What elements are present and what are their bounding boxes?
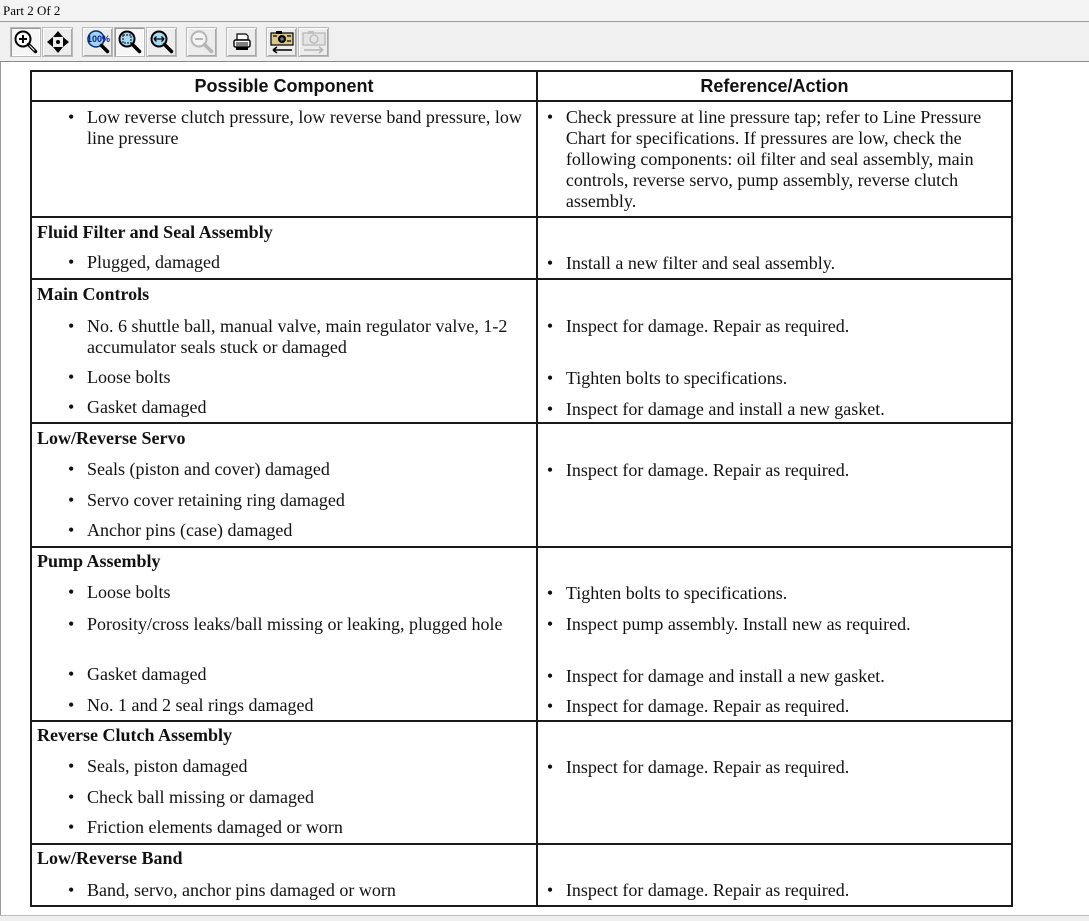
camera-back-icon bbox=[268, 29, 296, 55]
table-row bbox=[31, 844, 1012, 906]
component-cell bbox=[32, 845, 536, 905]
pan-arrows-icon bbox=[46, 30, 70, 54]
component-item: • Low reverse clutch pressure, low reverse band pressure, low line pressure bbox=[68, 107, 522, 148]
action-cell bbox=[538, 218, 1011, 278]
pan-button[interactable] bbox=[42, 27, 73, 57]
component-cell bbox=[32, 548, 536, 720]
action-cell bbox=[538, 424, 1011, 546]
action-item: • Inspect for damage and install a new gasket. bbox=[546, 399, 885, 419]
component-heading: Low/Reverse Band bbox=[37, 848, 183, 868]
component-cell bbox=[32, 280, 536, 422]
component-item: • Friction elements damaged or worn bbox=[68, 817, 343, 837]
component-item: • Servo cover retaining ring damaged bbox=[68, 490, 345, 510]
component-cell bbox=[32, 218, 536, 278]
component-item: • Check ball missing or damaged bbox=[68, 787, 314, 807]
bullet: • bbox=[546, 107, 554, 127]
horizontal-scrollbar[interactable] bbox=[0, 915, 1089, 921]
viewer-toolbar bbox=[0, 22, 1089, 62]
action-item: • Inspect for damage. Repair as required. bbox=[546, 316, 850, 336]
bullet: • bbox=[68, 107, 75, 127]
svg-text:100%: 100% bbox=[86, 34, 110, 44]
component-cell bbox=[32, 424, 536, 546]
component-cell bbox=[32, 102, 536, 216]
component-heading: Reverse Clutch Assembly bbox=[37, 725, 232, 745]
component-item: • Seals (piston and cover) damaged bbox=[68, 459, 330, 479]
previous-image-button[interactable] bbox=[266, 27, 297, 57]
action-item: • Inspect for damage. Repair as required. bbox=[546, 696, 850, 716]
action-item: • Tighten bolts to specifications. bbox=[546, 368, 788, 388]
action-cell bbox=[538, 102, 1011, 216]
fit-page-button[interactable] bbox=[114, 27, 145, 57]
component-item: • Gasket damaged bbox=[68, 397, 207, 417]
component-heading: Fluid Filter and Seal Assembly bbox=[37, 222, 273, 242]
table-row bbox=[31, 101, 1012, 217]
component-heading: Main Controls bbox=[37, 284, 150, 304]
zoom-in-icon bbox=[13, 29, 39, 55]
zoom-100-button[interactable] bbox=[82, 27, 113, 57]
action-item: • Tighten bolts to specifications. bbox=[546, 583, 788, 603]
zoom-in-button[interactable] bbox=[10, 27, 41, 57]
table-header-row bbox=[31, 71, 1012, 101]
zoom-out-button[interactable] bbox=[186, 27, 217, 57]
component-item: • No. 6 shuttle ball, manual valve, main regulator valve, 1-2 accumulator seals stuck or damaged bbox=[68, 316, 508, 357]
action-item: • Inspect for damage. Repair as required. bbox=[546, 880, 850, 900]
zoom-100-percent-icon bbox=[85, 29, 111, 55]
action-item: • Inspect for damage. Repair as required. bbox=[546, 757, 850, 777]
table-row bbox=[31, 721, 1012, 844]
table-row bbox=[31, 217, 1012, 279]
zoom-fit-page-icon bbox=[117, 29, 143, 55]
component-item: • Loose bolts bbox=[68, 582, 171, 602]
action-item: • Install a new filter and seal assembly. bbox=[546, 253, 836, 273]
component-item: • Anchor pins (case) damaged bbox=[68, 520, 293, 540]
column-header-reference-action: Reference/Action bbox=[537, 71, 1012, 101]
component-item: • Porosity/cross leaks/ball missing or leaking, plugged hole bbox=[68, 614, 503, 634]
document-viewport[interactable] bbox=[0, 62, 1089, 915]
action-cell bbox=[538, 722, 1011, 843]
action-cell bbox=[538, 845, 1011, 905]
column-header-possible-component: Possible Component bbox=[31, 71, 537, 101]
table-row bbox=[31, 423, 1012, 547]
component-item: • Gasket damaged bbox=[68, 664, 207, 684]
component-item: • Seals, piston damaged bbox=[68, 756, 248, 776]
action-item: • Inspect pump assembly. Install new as required. bbox=[546, 614, 911, 634]
component-heading: Low/Reverse Servo bbox=[37, 428, 186, 448]
component-item: • Plugged, damaged bbox=[68, 252, 220, 272]
component-item: • Loose bolts bbox=[68, 367, 171, 387]
action-cell bbox=[538, 548, 1011, 720]
component-item: • No. 1 and 2 seal rings damaged bbox=[68, 695, 314, 715]
action-item: • Check pressure at line pressure tap; refer to Line Pressure Chart for specifications. If pressures are low, check the following components: oil filter and seal assembly, main controls, reverse servo, pump assembly, reverse clutch assembly. bbox=[546, 107, 982, 211]
camera-forward-icon bbox=[300, 29, 328, 55]
component-item: • Band, servo, anchor pins damaged or worn bbox=[68, 880, 396, 900]
diagnosis-table bbox=[30, 70, 1013, 907]
window-title: Part 2 Of 2 bbox=[3, 3, 61, 18]
printer-icon bbox=[231, 31, 253, 53]
component-heading: Pump Assembly bbox=[37, 551, 161, 571]
zoom-fit-width-icon bbox=[149, 29, 175, 55]
action-item: • Inspect for damage and install a new gasket. bbox=[546, 666, 885, 686]
window-title-bar bbox=[0, 0, 1089, 22]
fit-width-button[interactable] bbox=[146, 27, 177, 57]
table-row bbox=[31, 547, 1012, 721]
action-item: • Inspect for damage. Repair as required. bbox=[546, 460, 850, 480]
next-image-button[interactable] bbox=[298, 27, 329, 57]
action-cell bbox=[538, 280, 1011, 422]
print-button[interactable] bbox=[226, 27, 257, 57]
zoom-out-icon bbox=[189, 29, 215, 55]
component-cell bbox=[32, 722, 536, 843]
table-row bbox=[31, 279, 1012, 423]
